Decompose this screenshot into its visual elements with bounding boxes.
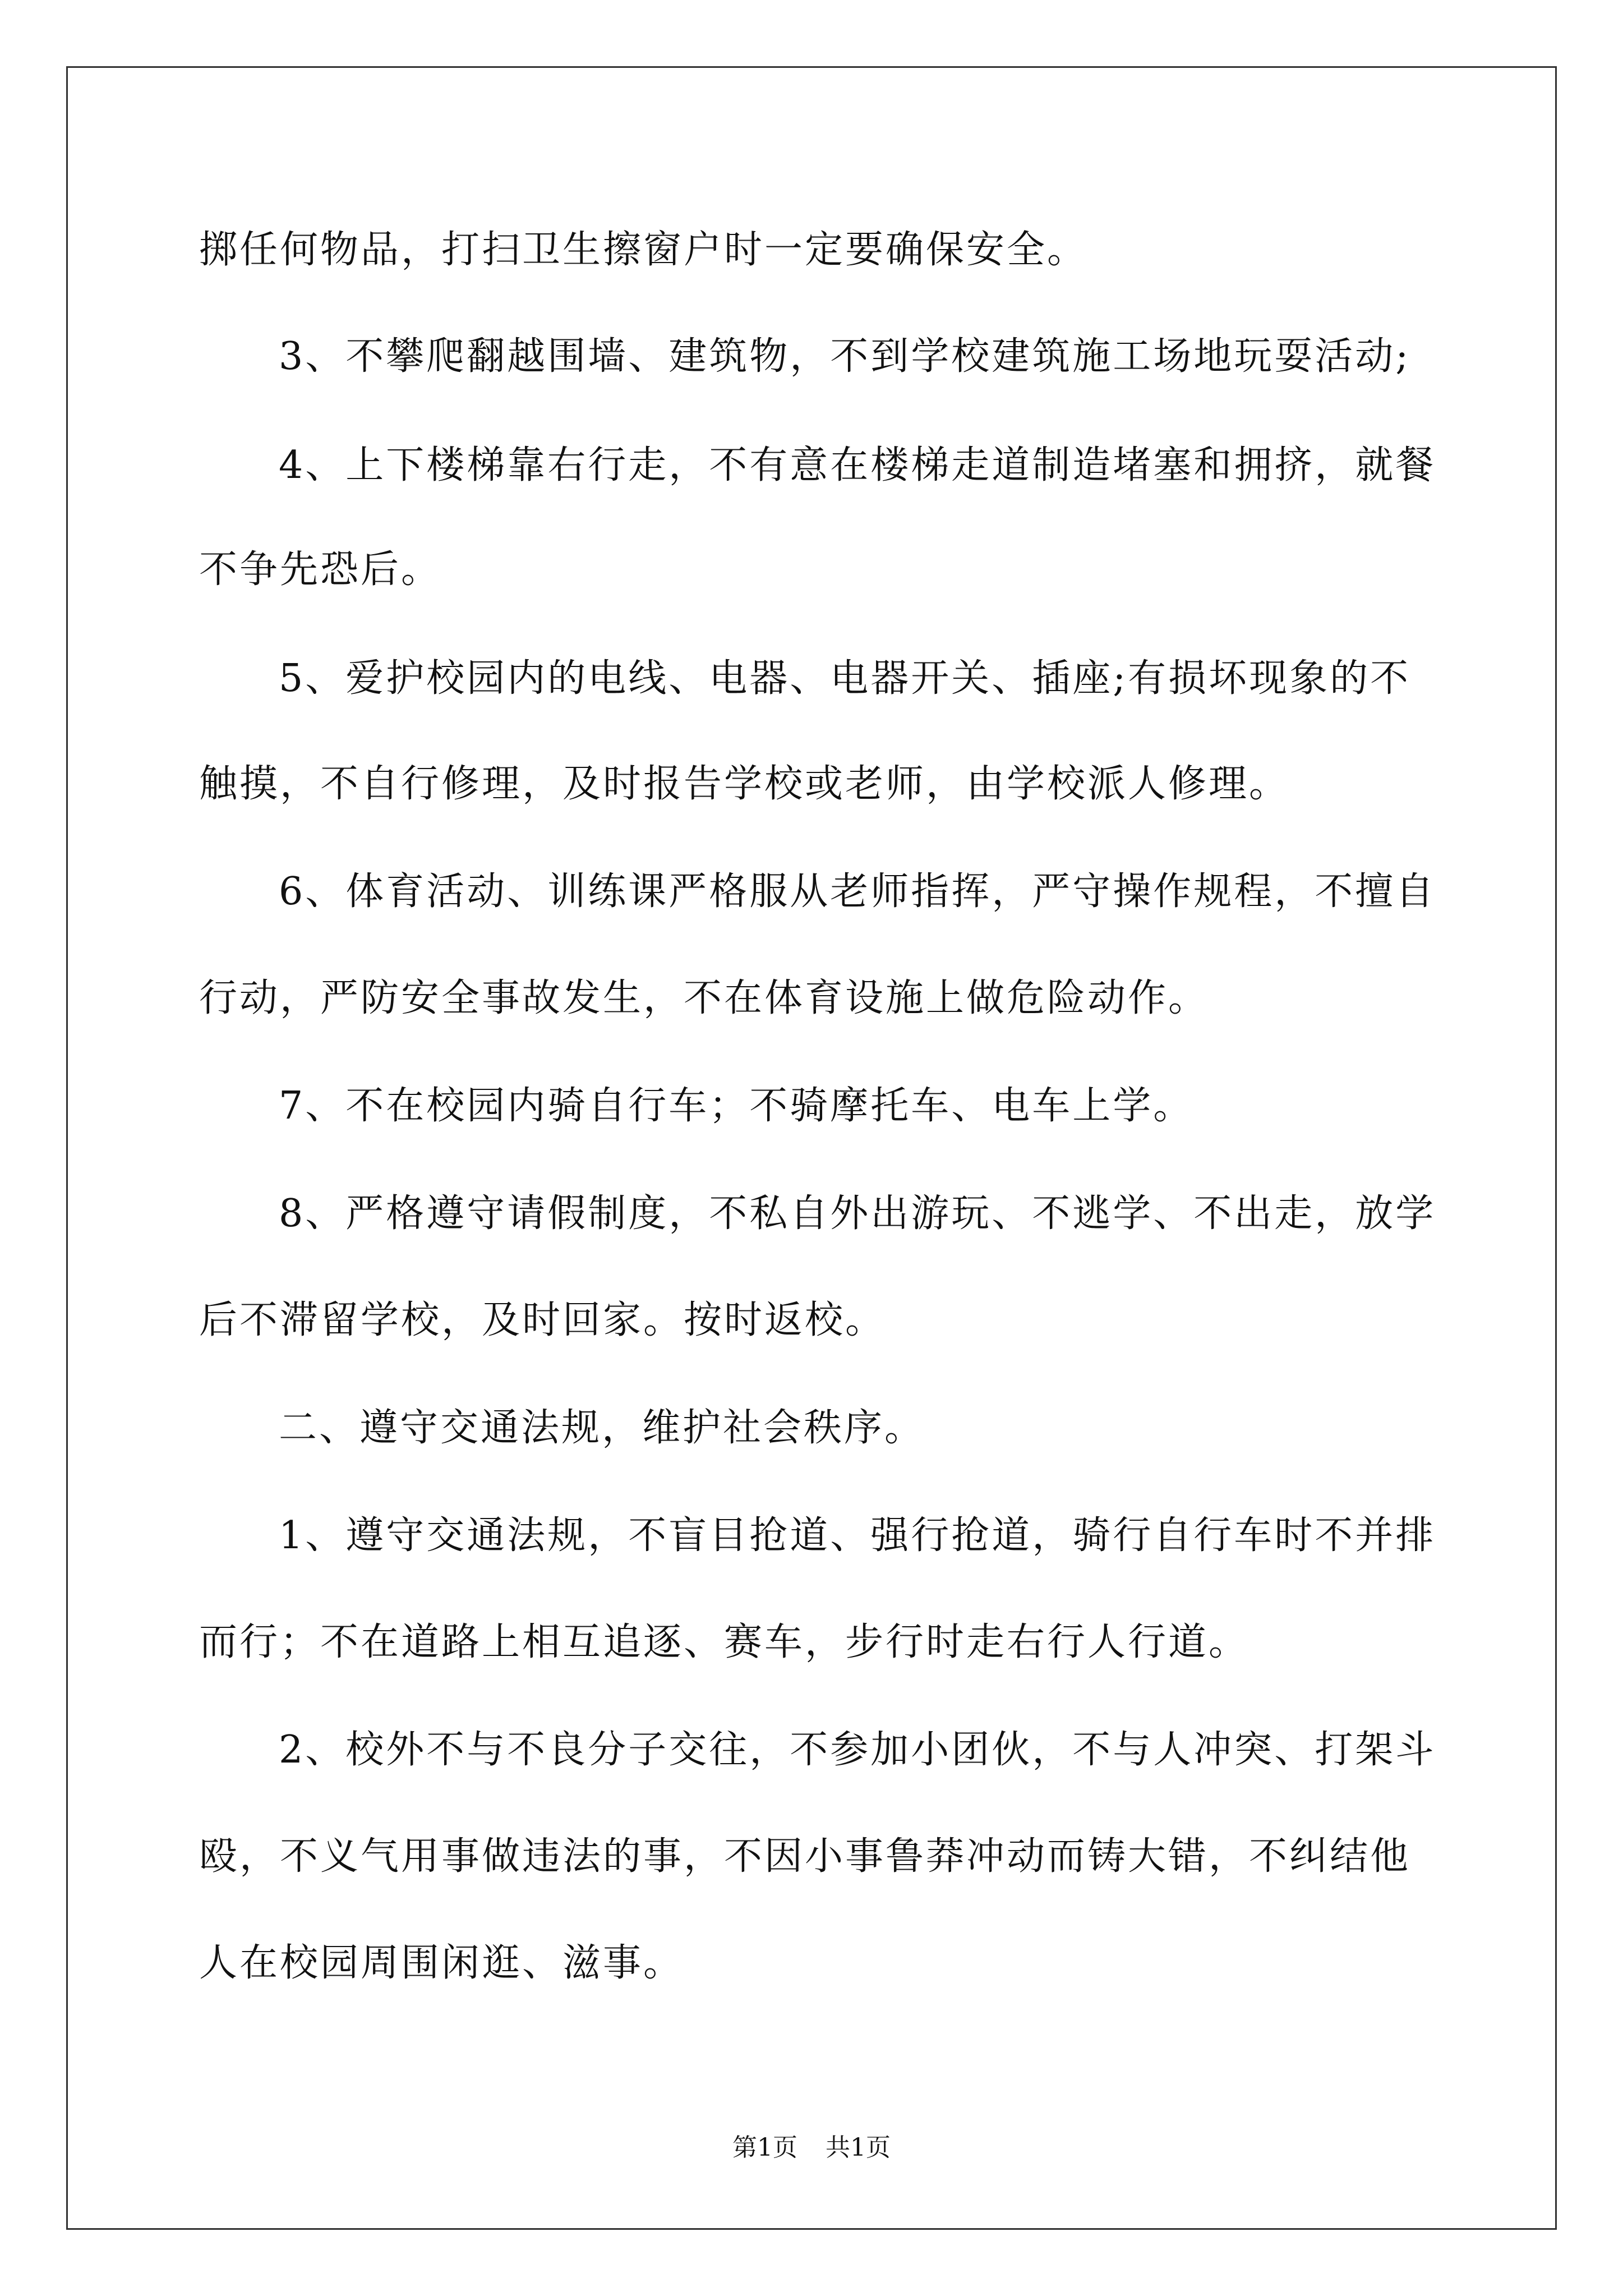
- text-line: 掷任何物品，打扫卫生擦窗户时一定要确保安全。: [199, 228, 1088, 272]
- text-line: 行动，严防安全事故发生，不在体育设施上做危险动作。: [199, 976, 1209, 1020]
- text-line: 6、体育活动、训练课严格服从老师指挥，严守操作规程，不擅自: [279, 869, 1436, 914]
- text-line: 3、不攀爬翻越围墙、建筑物，不到学校建筑施工场地玩耍活动;: [279, 334, 1411, 379]
- page-number: 第1页: [732, 2133, 797, 2162]
- text-line: 而行；不在道路上相互追逐、赛车，步行时走右行人行道。: [199, 1620, 1249, 1664]
- page-footer: [0, 2133, 1623, 2162]
- text-line: 不争先恐后。: [199, 547, 442, 592]
- text-line: 1、遵守交通法规，不盲目抢道、强行抢道，骑行自行车时不并排: [279, 1513, 1436, 1558]
- text-line: 4、上下楼梯靠右行走，不有意在楼梯走道制造堵塞和拥挤，就餐: [279, 443, 1436, 487]
- text-line: 触摸，不自行修理，及时报告学校或老师，由学校派人修理。: [199, 762, 1290, 806]
- page-total: 共1页: [826, 2133, 891, 2162]
- text-line: 5、爱护校园内的电线、电器、电器开关、插座;有损坏现象的不: [279, 656, 1411, 701]
- section-heading: 二、遵守交通法规，维护社会秩序。: [279, 1406, 925, 1450]
- text-line: 人在校园周围闲逛、滋事。: [199, 1941, 684, 1985]
- text-line: 2、校外不与不良分子交往，不参加小团伙，不与人冲突、打架斗: [279, 1728, 1436, 1772]
- text-line: 殴，不义气用事做违法的事，不因小事鲁莽冲动而铸大错，不纠结他: [199, 1834, 1411, 1879]
- text-line: 7、不在校园内骑自行车；不骑摩托车、电车上学。: [279, 1084, 1194, 1128]
- text-line: 后不滞留学校，及时回家。按时返校。: [199, 1298, 886, 1342]
- text-line: 8、严格遵守请假制度，不私自外出游玩、不逃学、不出走，放学: [279, 1191, 1436, 1236]
- page-border: [66, 66, 1557, 2230]
